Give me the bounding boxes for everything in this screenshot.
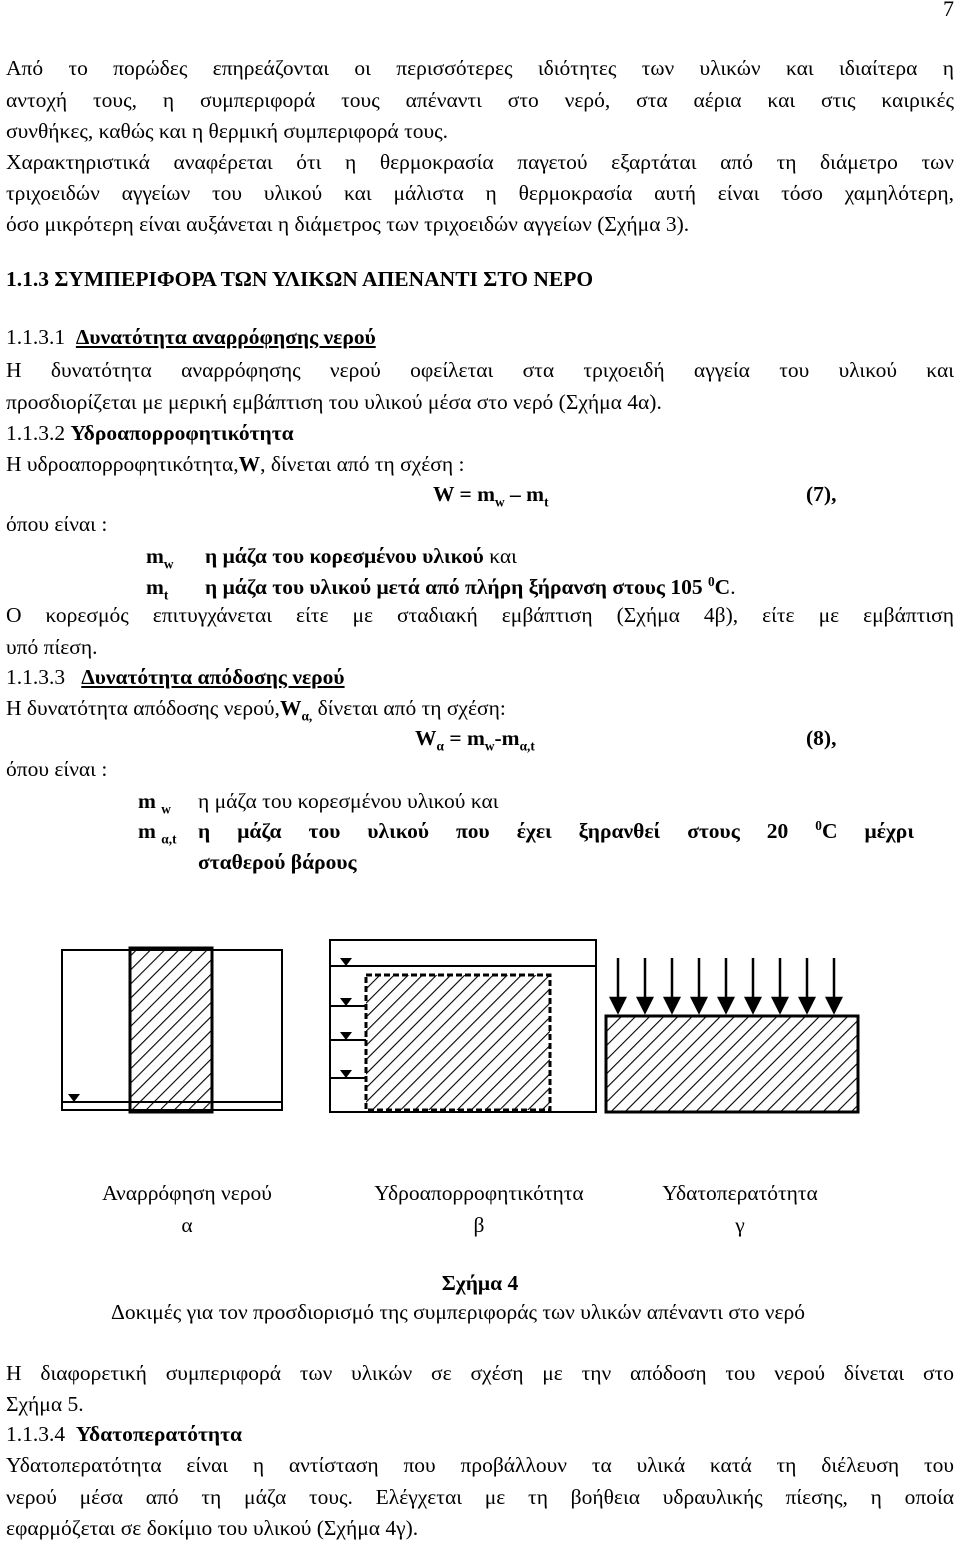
intro-line-6: όσο μικρότερη είναι αυξάνεται η διάμετρος των τριχοειδών αγγείων (Σχήμα 3). [6, 212, 690, 236]
specimen-b [366, 975, 550, 1110]
figure-caption-title: Σχήμα 4 [441, 1271, 519, 1295]
figure-4-diagram [0, 930, 960, 1150]
s1-line-2: προσδιορίζεται με μερική εμβάπτιση του υλικού μέσα στο νερό (Σχήμα 4α). [6, 390, 662, 414]
s4-heading [6, 1422, 242, 1447]
intro-line-2: αντοχή τους, η συμπεριφορά τους απέναντι στο νερό, στα αέρια και στις καιρικές [6, 88, 954, 112]
figure-label-b: Υδροαπορροφητικότητα [374, 1181, 584, 1205]
s3-where: όπου είναι : [6, 757, 108, 781]
equation-7-number: (7), [806, 482, 837, 506]
s1-title: Δυνατότητα αναρρόφησης νερού [75, 325, 376, 349]
water-mark-icon [340, 958, 352, 966]
water-mark-icon [340, 1032, 352, 1040]
figure-caption-text: Δοκιμές για τον προσδιορισμό της συμπεριφοράς των υλικών απέναντι στο νερό [111, 1300, 805, 1324]
figure-4c-permeability [606, 958, 858, 1112]
s2-heading [6, 421, 294, 446]
page-number: 7 [943, 0, 954, 21]
s1-line-1: Η δυνατότητα αναρρόφησης νερού οφείλεται στα τριχοειδή αγγεία του υλικού και [6, 358, 954, 382]
s2-where: όπου είναι : [6, 512, 108, 536]
water-mark-icon [68, 1094, 80, 1102]
figure-letter-c: γ [735, 1213, 745, 1237]
s4-title: Υδατοπερατότητα [75, 1422, 243, 1446]
equation-8: $W_\alpha = m_w-m_{\alpha,t}$ [415, 726, 535, 754]
s3-def-2: m $_{\alpha,t}$ [138, 819, 177, 847]
s3-number: 1.1.3.3 [6, 665, 66, 689]
intro-line-3: συνθήκες, καθώς και η θερμική συμπεριφορά τους. [6, 119, 448, 143]
s1-heading [6, 325, 376, 350]
s2-line-1: Η υδροαπορροφητικότητα,W, δίνεται από τη σχέση : [6, 452, 465, 476]
pressure-arrows [611, 958, 841, 1012]
intro-line-5: τριχοειδών αγγείων του υλικού και μάλιστα η θερμοκρασία αυτή είναι τόσο χαμηλότερη, [6, 181, 954, 205]
s2-def-2-text: η μάζα του υλικού μετά από πλήρη ξήρανση στους 105 $^0$C. [205, 573, 736, 599]
intro-line-1: Από το πορώδες επηρεάζονται οι περισσότερες ιδιότητες των υλικών και ιδιαίτερα η [6, 56, 954, 80]
closing-line-1: Η διαφορετική συμπεριφορά των υλικών σε σχέση με την απόδοση του νερού δίνεται στο [6, 1361, 954, 1385]
section-heading: 1.1.3 ΣΥΜΠΕΡΙΦΟΡΑ ΤΩΝ ΥΛΙΚΩΝ ΑΠΕΝΑΝΤΙ ΣΤΟ ΝΕΡΟ [6, 267, 594, 291]
closing-line-2: Σχήμα 5. [6, 1392, 84, 1416]
s2-title: Υδροαπορροφητικότητα [70, 421, 294, 445]
s3-def-2-text: η μάζα του υλικού που έχει ξηρανθεί στους 20 $^0$C μέχρι [198, 817, 914, 843]
s2-line-3: υπό πίεση. [6, 635, 98, 659]
figure-label-c: Υδατοπερατότητα [662, 1181, 818, 1205]
s4-line-2: νερού μέσα από τη μάζα τους. Ελέγχεται με τη βοήθεια υδραυλικής πίεσης, η οποία [6, 1485, 954, 1509]
figure-letter-b: β [473, 1213, 485, 1237]
s4-line-1: Υδατοπερατότητα είναι η αντίσταση που προβάλλουν τα υλικά κατά τη διέλευση του [6, 1453, 954, 1477]
s3-heading [6, 665, 345, 690]
s4-line-3: εφαρμόζεται σε δοκίμιο του υλικού (Σχήμα 4γ). [6, 1516, 419, 1540]
s2-def-1-text: η μάζα του κορεσμένου υλικού και [205, 544, 517, 568]
s3-def-1: m $_w$ [138, 789, 171, 817]
figure-4b-water-absorption [330, 940, 596, 1112]
intro-line-4: Χαρακτηριστικά αναφέρεται ότι η θερμοκρασία παγετού εξαρτάται από τη διάμετρο των [6, 150, 954, 174]
s3-def-1-text: η μάζα του κορεσμένου υλικού και [198, 789, 499, 813]
figure-4a-absorption [62, 948, 282, 1112]
specimen-a [130, 948, 212, 1112]
figure-letter-a: α [181, 1213, 193, 1237]
s3-def-2-line-2: σταθερού βάρους [198, 850, 357, 874]
s4-number: 1.1.3.4 [6, 1422, 66, 1446]
s2-number: 1.1.3.2 [6, 421, 66, 445]
s3-line-1: Η δυνατότητα απόδοσης $\nu\varepsilon\rho oύ,W_{\alpha,}$ δίνεται από τη σχέση: [6, 696, 506, 724]
equation-7: $W = m_w - m_t$ [433, 482, 549, 510]
figure-label-a: Αναρρόφηση νερού [102, 1181, 272, 1205]
s3-title: Δυνατότητα απόδοσης νερού [81, 665, 345, 689]
water-mark-icon [340, 1070, 352, 1078]
s1-number: 1.1.3.1 [6, 325, 66, 349]
equation-8-number: (8), [806, 726, 837, 750]
water-mark-icon [340, 998, 352, 1006]
s2-def-2: $m_t$ [146, 575, 169, 603]
s2-line-2: Ο κορεσμός επιτυγχάνεται είτε με σταδιακή εμβάπτιση (Σχήμα 4β), είτε με εμβάπτιση [6, 603, 954, 627]
specimen-c [606, 1016, 858, 1112]
s2-def-1: $m_w$ [146, 544, 174, 572]
